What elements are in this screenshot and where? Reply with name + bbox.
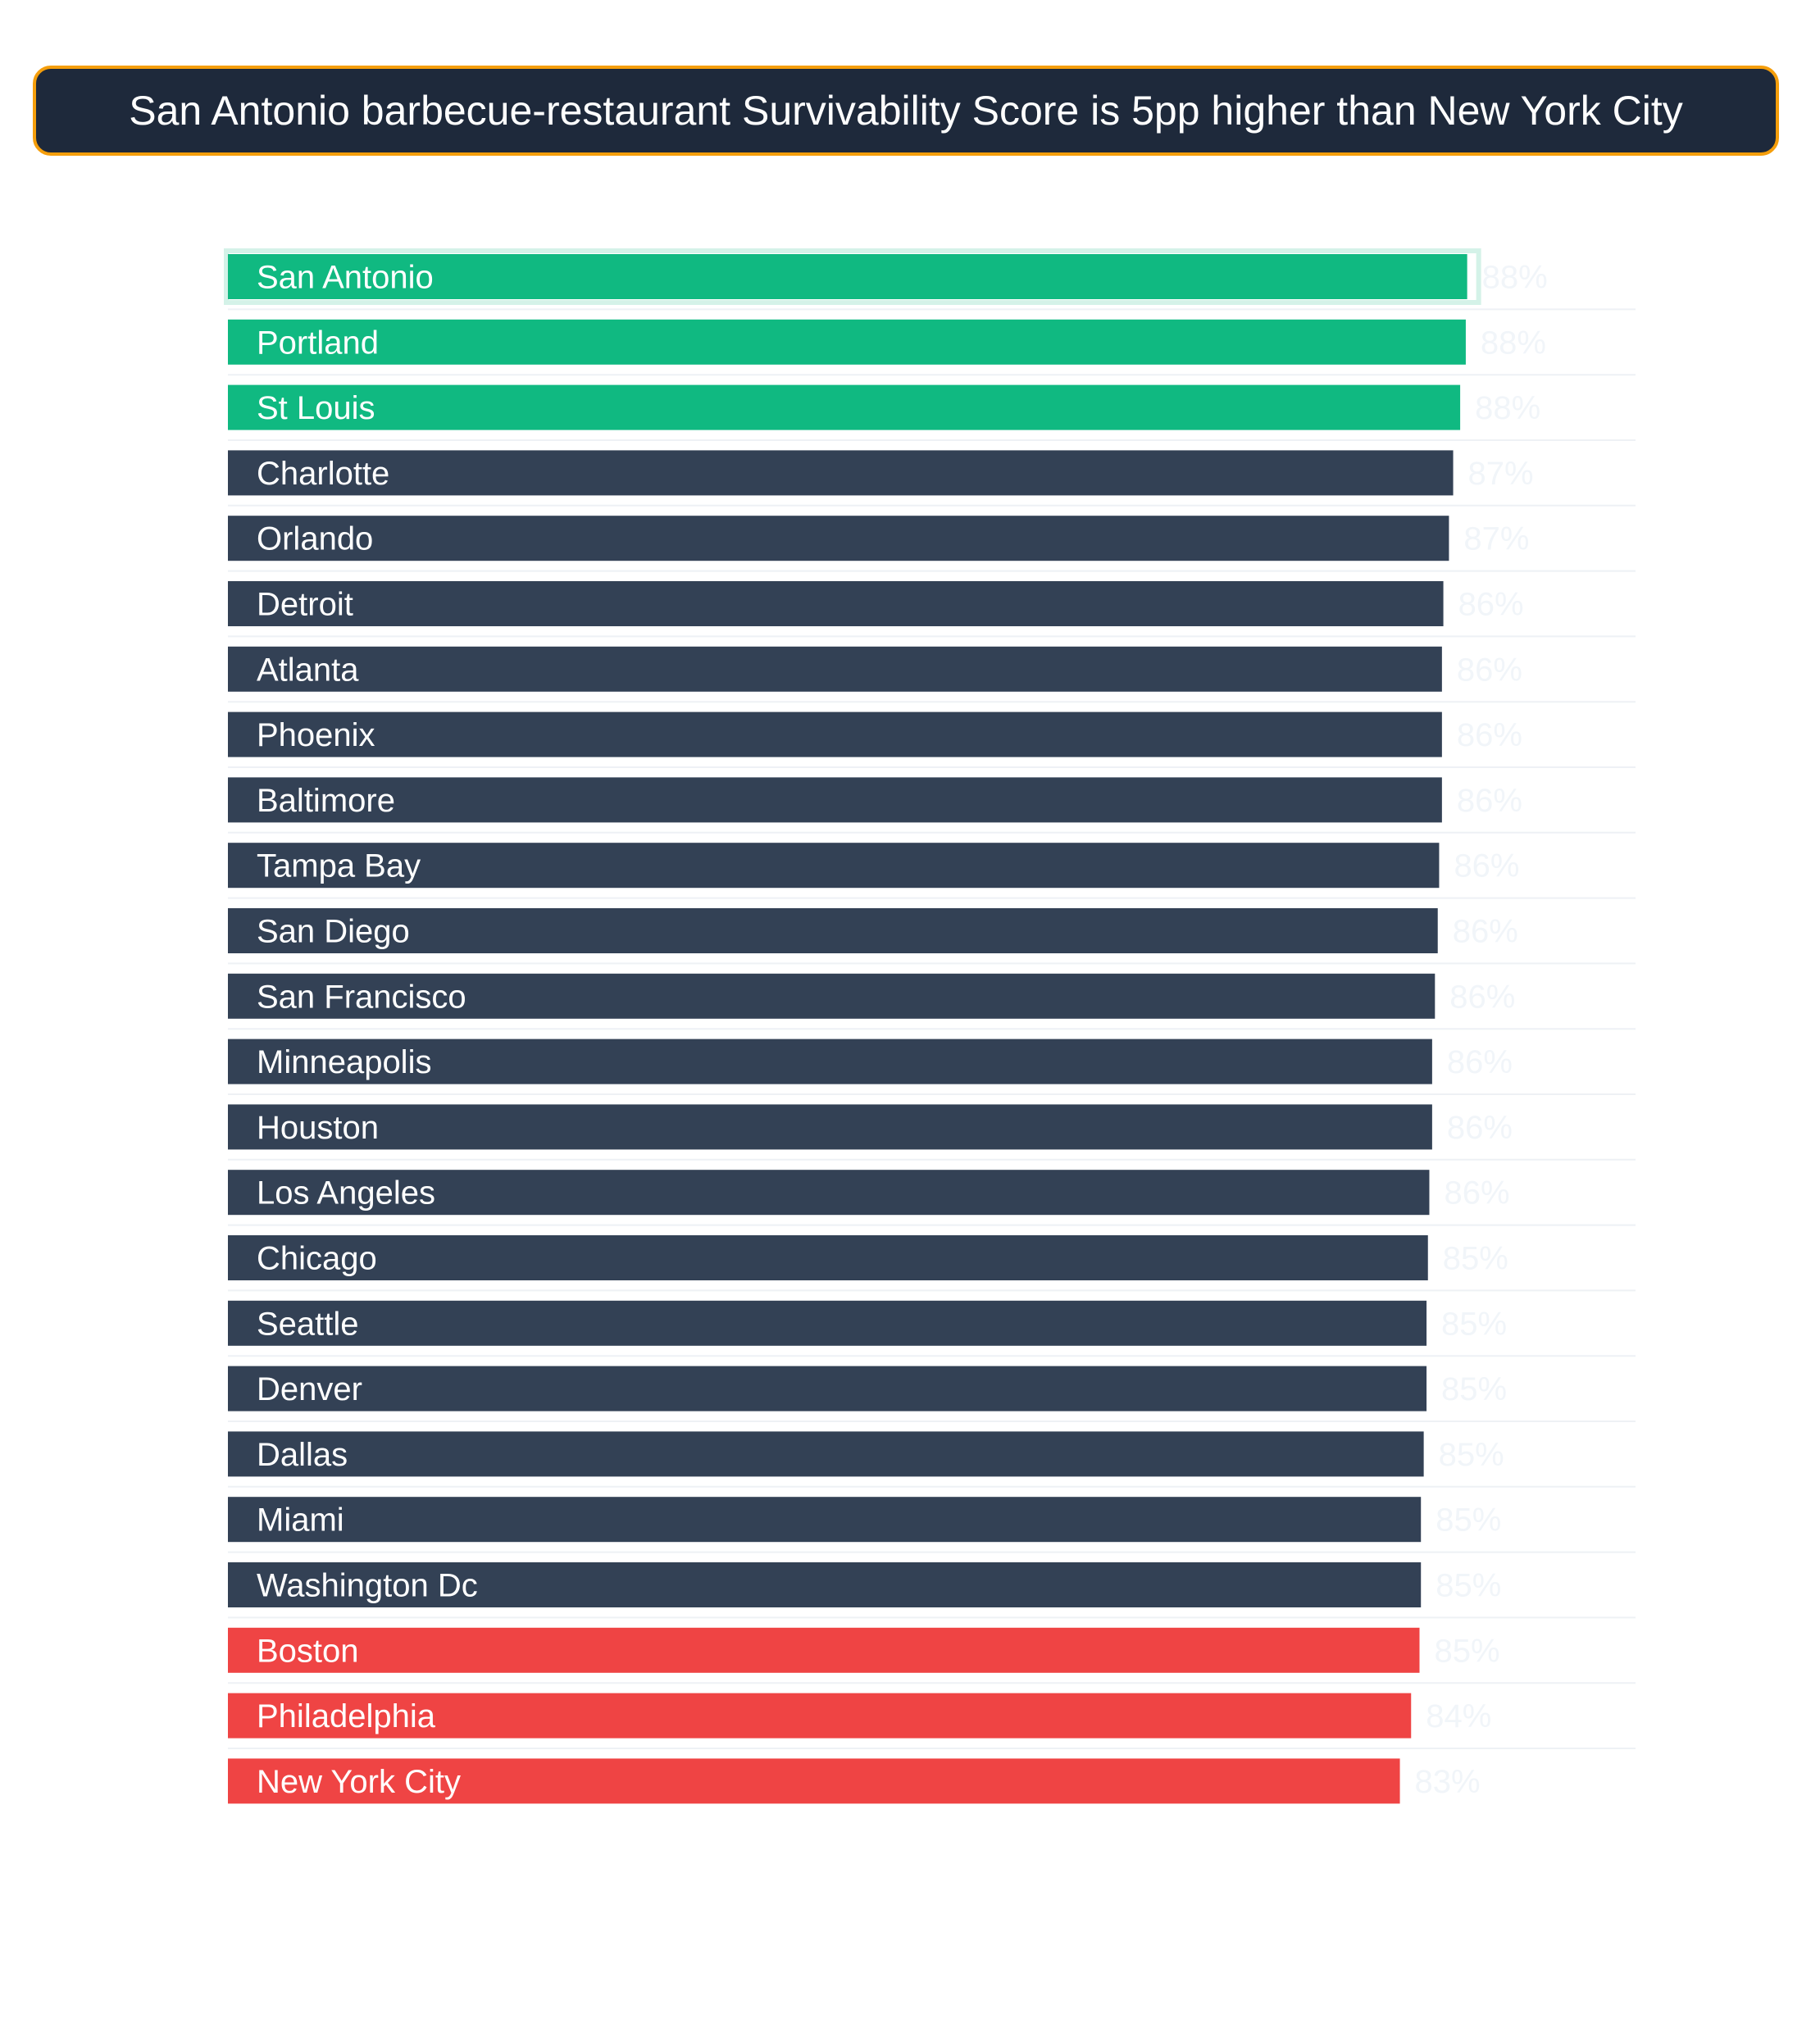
bar-label-los-angeles: Los Angeles [257, 1175, 435, 1211]
bar-label-tampa-bay: Tampa Bay [257, 848, 421, 884]
value-label-orlando: 87% [1463, 520, 1530, 557]
bar-seattle [228, 1301, 1426, 1346]
bar-label-philadelphia: Philadelphia [257, 1698, 435, 1735]
bar-denver [228, 1366, 1426, 1411]
bar-houston [228, 1104, 1432, 1149]
chart-title: San Antonio barbecue-restaurant Survivability Score is 5pp higher than New York City [129, 88, 1683, 134]
value-label-phoenix: 86% [1456, 717, 1522, 754]
bar-charlotte [228, 450, 1454, 495]
bar-orlando [228, 516, 1449, 561]
value-label-minneapolis: 86% [1446, 1044, 1513, 1081]
value-label-portland: 88% [1480, 325, 1546, 361]
bar-atlanta [228, 647, 1442, 692]
bar-label-detroit: Detroit [257, 586, 353, 623]
bar-label-orlando: Orlando [257, 520, 374, 557]
bar-label-san-diego: San Diego [257, 913, 410, 950]
value-label-dallas: 85% [1438, 1436, 1504, 1473]
bar-miami [228, 1497, 1421, 1542]
value-label-charlotte: 87% [1467, 455, 1534, 492]
bar-label-boston: Boston [257, 1633, 359, 1670]
bar-baltimore [228, 777, 1442, 822]
bar-label-miami: Miami [257, 1502, 344, 1539]
bar-label-st-louis: St Louis [257, 390, 375, 427]
bar-dallas [228, 1431, 1424, 1476]
value-label-houston: 86% [1446, 1109, 1513, 1146]
bar-label-baltimore: Baltimore [257, 782, 395, 819]
value-label-seattle: 85% [1441, 1306, 1508, 1343]
value-label-chicago: 85% [1442, 1240, 1508, 1277]
bar-st-louis [228, 385, 1460, 430]
value-label-baltimore: 86% [1456, 782, 1522, 819]
value-label-new-york-city: 83% [1414, 1763, 1481, 1800]
bar-label-denver: Denver [257, 1371, 362, 1408]
bar-label-new-york-city: New York City [257, 1763, 461, 1800]
bar-phoenix [228, 712, 1442, 757]
bar-detroit [228, 581, 1444, 626]
value-label-los-angeles: 86% [1444, 1175, 1510, 1211]
bar-label-san-francisco: San Francisco [257, 979, 466, 1016]
bar-label-san-antonio: San Antonio [257, 259, 434, 296]
bar-label-chicago: Chicago [257, 1240, 377, 1277]
bar-label-atlanta: Atlanta [257, 652, 359, 689]
value-label-atlanta: 86% [1456, 652, 1522, 689]
bar-label-minneapolis: Minneapolis [257, 1044, 432, 1081]
bar-label-charlotte: Charlotte [257, 455, 390, 492]
value-label-detroit: 86% [1458, 586, 1524, 623]
value-label-st-louis: 88% [1475, 390, 1541, 427]
value-label-san-diego: 86% [1452, 913, 1518, 950]
bar-label-portland: Portland [257, 325, 379, 361]
bar-chicago [228, 1235, 1428, 1280]
value-label-boston: 85% [1434, 1633, 1500, 1670]
value-label-tampa-bay: 86% [1454, 848, 1520, 884]
bar-boston [228, 1628, 1420, 1673]
value-label-san-francisco: 86% [1449, 979, 1516, 1016]
bar-label-washington-dc: Washington Dc [257, 1567, 478, 1604]
bar-portland [228, 320, 1466, 365]
bar-label-houston: Houston [257, 1109, 379, 1146]
value-label-denver: 85% [1441, 1371, 1508, 1408]
bar-label-phoenix: Phoenix [257, 717, 375, 754]
value-label-washington-dc: 85% [1436, 1567, 1502, 1604]
bar-label-seattle: Seattle [257, 1306, 359, 1343]
bar-label-dallas: Dallas [257, 1436, 348, 1473]
value-label-san-antonio: 88% [1481, 259, 1548, 296]
value-label-philadelphia: 84% [1426, 1698, 1492, 1735]
value-label-miami: 85% [1436, 1502, 1502, 1539]
